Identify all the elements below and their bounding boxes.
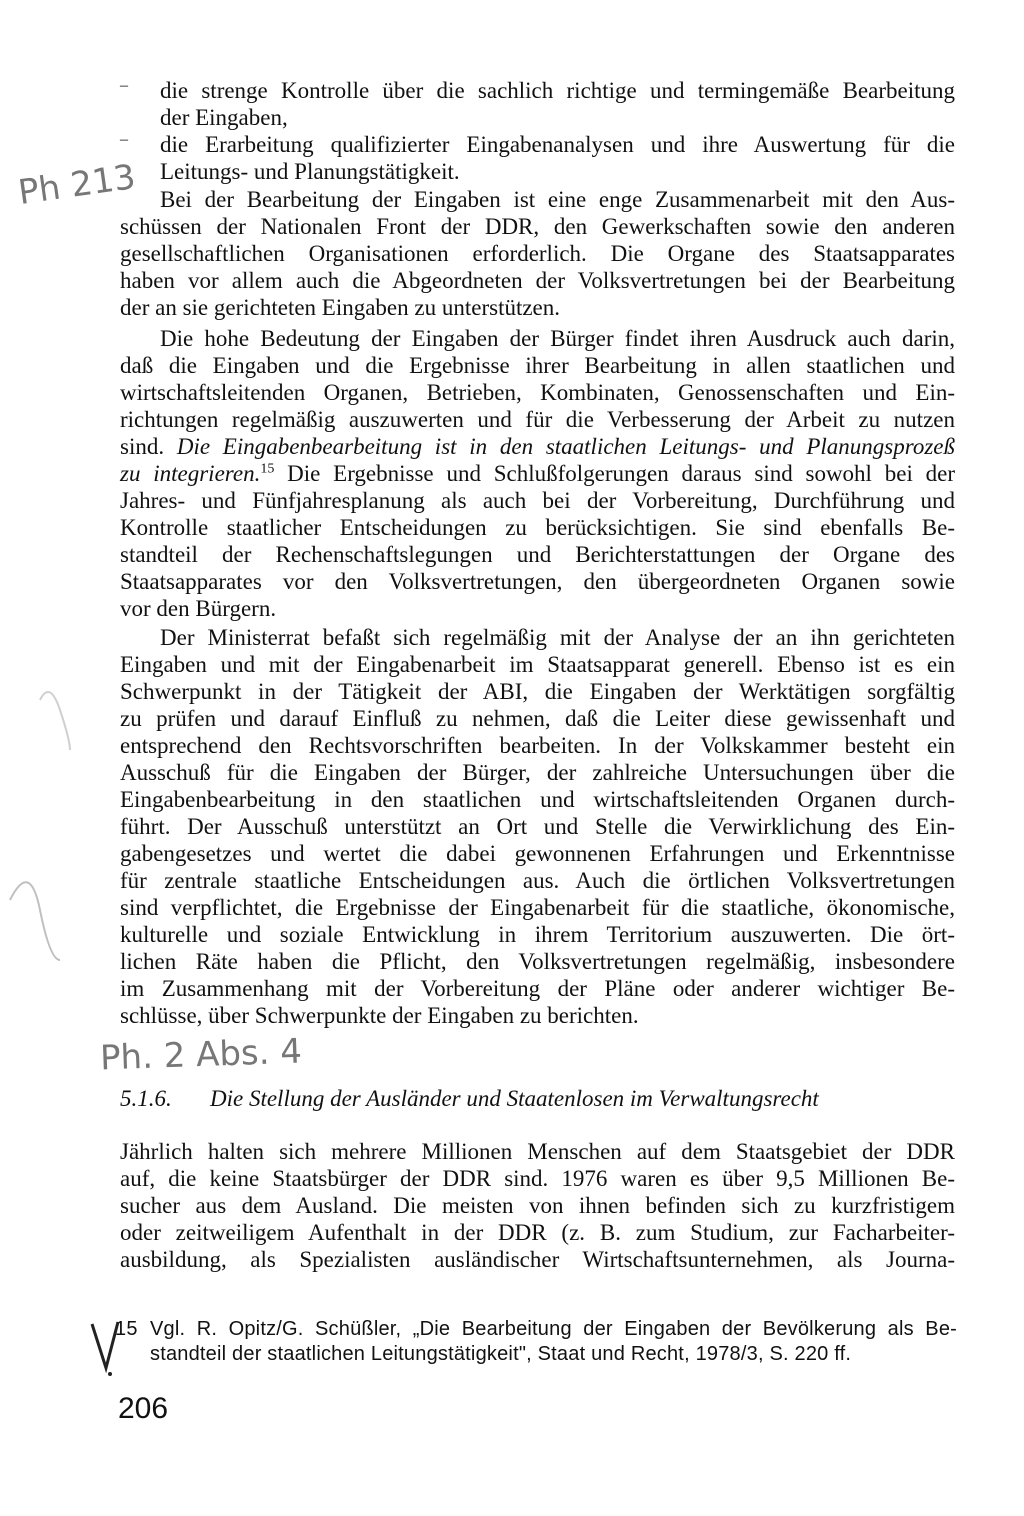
- text-line: standteil der Rechenschaftslegungen und Berichterstattungen der Organe des: [120, 542, 955, 567]
- text-line: führt. Der Ausschuß unterstützt an Ort und Stelle die Verwirklichung des Ein-: [120, 814, 955, 839]
- section-title: Die Stellung der Ausländer und Staatenlosen im Verwaltungsrecht: [210, 1086, 819, 1111]
- text-line: Ausschuß für die Eingaben der Bürger, der zahlreiche Untersuchungen über die: [120, 760, 955, 785]
- text-line: [120, 433, 955, 460]
- section-heading: [120, 1085, 955, 1113]
- paragraph: [120, 325, 955, 622]
- paragraph: [120, 186, 955, 321]
- text-line: sucher aus dem Ausland. Die meisten von ihnen befinden sich zu kurzfristigem: [120, 1193, 955, 1218]
- text-line: entsprechend den Rechtsvorschriften bearbeiten. In der Volkskammer besteht ein: [120, 733, 955, 758]
- text-line: daß die Eingaben und die Ergebnisse ihrer Bearbeitung in allen staatlichen und: [120, 353, 955, 378]
- paragraph: [120, 1138, 955, 1273]
- text-line: sind verpflichtet, die Ergebnisse der Eingabenarbeit für die staatliche, ökonomische,: [120, 895, 955, 920]
- handwritten-margin-note: Ph 213: [15, 156, 138, 214]
- faint-margin-marks-icon: [0, 640, 90, 1020]
- dash-marker: –: [120, 131, 128, 148]
- text-line: Kontrolle staatlicher Entscheidungen zu berücksichtigen. Sie sind ebenfalls Be-: [120, 515, 955, 540]
- footnote-ref: 15: [260, 461, 275, 477]
- text-line: richtungen regelmäßig auszuwerten und für die Verbesserung der Arbeit zu nutzen: [120, 407, 955, 432]
- text-line: Staatsapparates vor den Volksvertretungen, den übergeordneten Organen sowie: [120, 569, 955, 594]
- text-line: kulturelle und soziale Entwicklung in ihrem Territorium auszuwerten. Die ört-: [120, 922, 955, 947]
- text-line: [120, 460, 955, 487]
- paragraph: [120, 624, 955, 1029]
- text-line: für zentrale staatliche Entscheidungen aus. Auch die örtlichen Volksvertretungen: [120, 868, 955, 893]
- bullet-list: [120, 77, 955, 185]
- text-line: Die hohe Bedeutung der Eingaben der Bürger findet ihren Ausdruck auch darin,: [160, 326, 955, 351]
- text-line: auf, die keine Staatsbürger der DDR sind. 1976 waren es über 9,5 Millionen Be-: [120, 1166, 955, 1191]
- dash-marker: –: [120, 77, 128, 94]
- text-line: Der Ministerrat befaßt sich regelmäßig mit der Analyse der an ihn gerichteten: [160, 625, 955, 650]
- text-line: Schwerpunkt in der Tätigkeit der ABI, die Eingaben der Werktätigen sorgfältig: [120, 679, 955, 704]
- text-line: gabengesetzes und wertet die dabei gewonnenen Erfahrungen und Erkenntnisse: [120, 841, 955, 866]
- text-line: vor den Bürgern.: [120, 596, 277, 621]
- italic-span: zu integrieren.: [120, 461, 261, 486]
- text-line: Bei der Bearbeitung der Eingaben ist eine enge Zusammenarbeit mit den Aus-: [160, 187, 955, 212]
- text-line: wirtschaftsleitenden Organen, Betrieben, Kombinaten, Genossenschaften und Ein-: [120, 380, 955, 405]
- footnote-number: 15: [115, 1318, 138, 1340]
- text-line: die strenge Kontrolle über die sachlich richtige und termingemäße Bearbeitung: [160, 78, 955, 103]
- italic-span: Die Eingabenbearbeitung ist in den staatlichen Leitungs- und Planungsprozeß: [176, 434, 955, 459]
- text-line: gesellschaftlichen Organisationen erforderlich. Die Organe des Staatsapparates: [120, 241, 955, 266]
- section-number: 5.1.6.: [120, 1086, 172, 1111]
- list-item: [120, 131, 955, 185]
- text-line: zu prüfen und darauf Einfluß zu nehmen, daß die Leiter diese gewissenhaft und: [120, 706, 955, 731]
- handwritten-margin-note: Ph. 2 Abs. 4: [99, 1031, 303, 1079]
- list-item: [120, 77, 955, 131]
- text-span: sind.: [120, 434, 165, 459]
- footnote-line: standteil der staatlichen Leitungstätigkeit", Staat und Recht, 1978/3, S. 220 ff.: [150, 1343, 852, 1365]
- text-line: die Erarbeitung qualifizierter Eingabenanalysen und ihre Auswertung für die: [160, 132, 955, 157]
- handwritten-mark-icon: [88, 1318, 124, 1378]
- text-line: Eingaben und mit der Eingabenarbeit im Staatsapparat generell. Ebenso ist es ein: [120, 652, 955, 677]
- text-line: Jahres- und Fünfjahresplanung als auch bei der Vorbereitung, Durchführung und: [120, 488, 955, 513]
- text-line: oder zeitweiligem Aufenthalt in der DDR (z. B. zum Studium, zur Facharbeiter-: [120, 1220, 955, 1245]
- text-line: der an sie gerichteten Eingaben zu unterstützen.: [120, 295, 561, 320]
- text-line: ausbildung, als Spezialisten ausländischer Wirtschaftsunternehmen, als Journa-: [120, 1247, 955, 1272]
- text-span: Die Ergebnisse und Schlußfolgerungen daraus sind sowohl bei der: [287, 461, 956, 486]
- text-line: haben vor allem auch die Abgeordneten der Volksvertretungen bei der Bearbeitung: [120, 268, 955, 293]
- text-line: Leitungs- und Planungstätigkeit.: [160, 159, 460, 184]
- text-line: Eingabenbearbeitung in den staatlichen und wirtschaftsleitenden Organen durch-: [120, 787, 955, 812]
- text-line: schlüsse, über Schwerpunkte der Eingaben zu berichten.: [120, 1003, 639, 1028]
- footnote-line: Vgl. R. Opitz/G. Schüßler, „Die Bearbeitung der Eingaben der Bevölkerung als Be-: [150, 1318, 957, 1340]
- page-number: 206: [118, 1392, 169, 1425]
- text-line: schüssen der Nationalen Front der DDR, den Gewerkschaften sowie den anderen: [120, 214, 955, 239]
- text-line: Jährlich halten sich mehrere Millionen Menschen auf dem Staatsgebiet der DDR: [120, 1139, 955, 1164]
- footnote: [115, 1317, 957, 1367]
- text-line: der Eingaben,: [160, 105, 288, 130]
- text-line: lichen Räte haben die Pflicht, den Volksvertretungen regelmäßig, insbesondere: [120, 949, 955, 974]
- text-line: im Zusammenhang mit der Vorbereitung der Pläne oder anderer wichtiger Be-: [120, 976, 955, 1001]
